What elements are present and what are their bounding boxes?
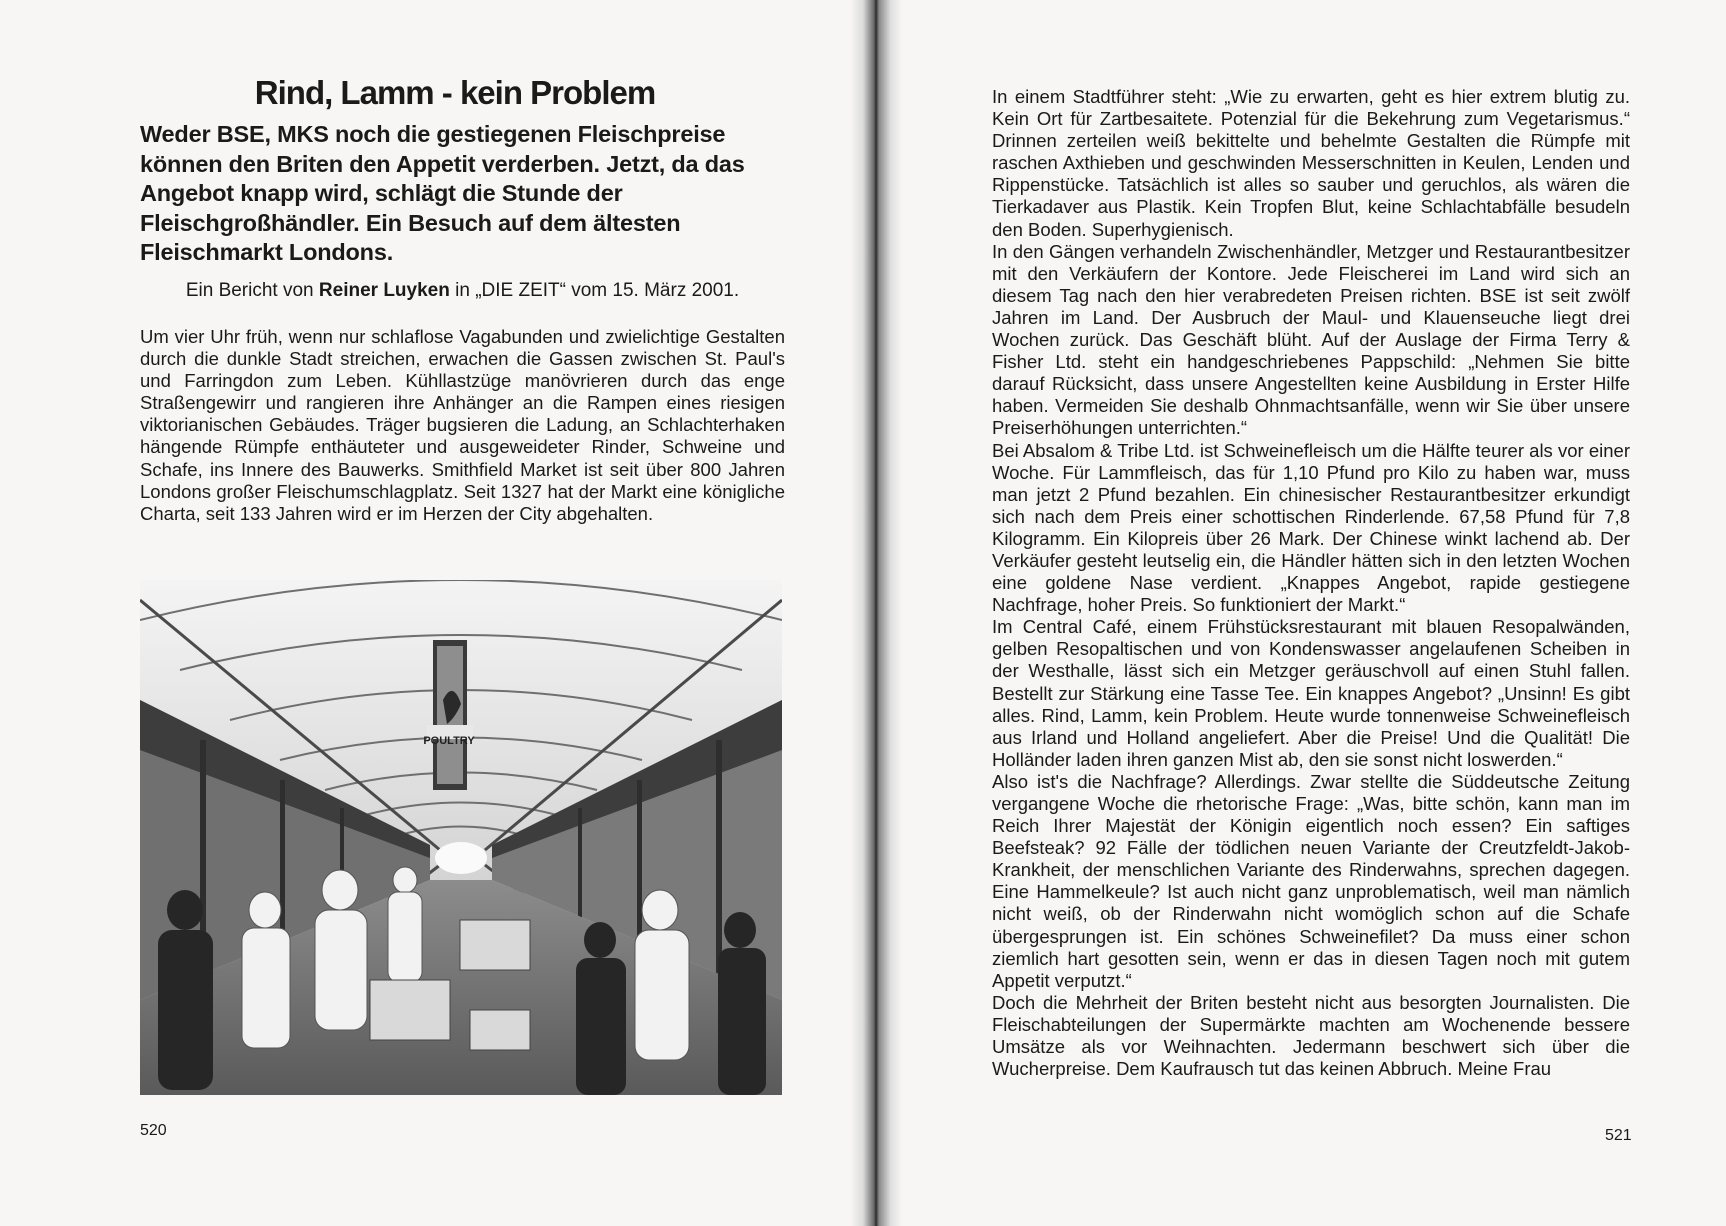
page-number-left: 520	[140, 1122, 167, 1139]
byline-prefix: Ein Bericht von	[185, 280, 314, 301]
page-number-right: 521	[1605, 1127, 1632, 1144]
photo-sign-text: POULTRY	[423, 735, 475, 747]
byline	[140, 280, 785, 302]
right-paragraph-5: Also ist's die Nachfrage? Allerdings. Zwar stellte die Süddeutsche Zeitung vergangene Woche die rhetorische Frage: „Was, bitte schön, kann man im Reich Ihrer Majestät der Königin eigentlich noch essen? Ein saftiges Beefsteak? 92 Fälle der tödlichen neuen Variante der Creutzfeldt-Jakob-Krankheit, der menschlichen Variante des Rinderwahns, sprechen dagegen. Eine Hammelkeule? Ist auch nicht ganz unproblematisch, weil man nämlich nicht weiß, ob der Rinderwahn nicht womöglich schon auf die Schafe übergesprungen ist. Ein schönes Schweinefilet? Da muss einer schon ziemlich hart gesotten sein, wenn er das in diesen Tagen noch mit gutem Appetit verputzt.“	[992, 770, 1630, 991]
left-page	[0, 0, 860, 1226]
body-paragraph: Um vier Uhr früh, wenn nur schlaflose Vagabunden und zwielichtige Gestalten durch die dunkle Stadt streichen, erwachen die Gassen zwischen St. Paul's und Farringdon zum Leben. Kühllastzüge manövrieren durch das enge Straßengewirr und rangieren ihre Anhänger an die Rampen eines riesigen viktorianischen Gebäudes. Träger bugsieren die Ladung, an Schlachterhaken hängende Rümpfe enthäuteter und ausgeweideter Rinder, Schweine und Schafe, ins Innere des Bauwerks. Smithfield Market ist seit über 800 Jahren Londons großer Fleischumschlagplatz. Seit 1327 hat der Markt eine königliche Charta, seit 133 Jahren wird er im Herzen der City abgehalten.	[140, 326, 785, 524]
market-hall-photo	[140, 580, 782, 1095]
right-paragraph-4: Im Central Café, einem Frühstücksrestaurant mit blauen Resopalwänden, gelben Resopaltischen und von Kondenswasser angelaufenen Scheiben in der Westhalle, lässt sich ein Metzger geräuschvoll auf einen Stuhl fallen. Bestellt zur Stärkung eine Tasse Tee. Ein knappes Angebot? „Unsinn! Es gibt alles. Rind, Lamm, kein Problem. Heute wurde tonnenweise Schweinefleisch aus Irland und Holland angeliefert. Aber die Preise! Und die Qualität! Die Holländer laden ihren ganzen Mist ab, den sie sonst nicht loswerden.“	[992, 616, 1630, 770]
article-lede: Weder BSE, MKS noch die gestiegenen Fleischpreise können den Briten den Appetit verderben. Jetzt, da das Angebot knapp wird, schlägt die Stunde der Fleischgroßhändler. Ein Besuch auf dem ältesten Fleischmarkt Londons.	[140, 121, 745, 265]
right-page	[900, 0, 1726, 1226]
right-paragraph-6: Doch die Mehrheit der Briten besteht nicht aus besorgten Journalisten. Die Fleischabteilungen der Supermärkte machten am Wochenende bessere Umsätze als vor Weihnachten. Jedermann beschwert sich über die Wucherpreise. Dem Kaufrausch tut das keinen Abbruch. Meine Frau	[992, 991, 1630, 1080]
book-gutter	[850, 0, 902, 1226]
right-paragraph-3: Bei Absalom & Tribe Ltd. ist Schweinefleisch um die Hälfte teurer als vor einer Woche. Für Lammfleisch, das für 1,10 Pfund pro Kilo zu haben war, muss man jetzt 2 Pfund bezahlen. Ein chinesischer Restaurantbesitzer erkundigt sich nach dem Preis einer schottischen Rinderlende. 67,58 Pfund für 7,8 Kilogramm. Ein Kilopreis über 26 Mark. Der Chinese winkt lachend ab. Der Verkäufer gesteht leutselig ein, die Händler hätten sich in den letzten Wochen eine goldene Nase verdient. „Knappes Angebot, rapide gestiegene Nachfrage, hoher Preis. So funktioniert der Markt.“	[992, 439, 1630, 616]
left-body	[140, 326, 785, 525]
article-title: Rind, Lamm - kein Problem	[254, 74, 656, 111]
byline-author: Reiner Luyken	[318, 280, 450, 301]
byline-suffix: in „DIE ZEIT“ vom 15. März 2001.	[455, 280, 740, 301]
right-body	[992, 86, 1630, 1080]
right-paragraph-1: In einem Stadtführer steht: „Wie zu erwarten, geht es hier extrem blutig zu. Kein Ort für Zartbesaitete. Potenzial für die Bekehrung zum Vegetarismus.“ Drinnen zerteilen weiß bekittelte und behelmte Gestalten die Rümpfe mit raschen Axthieben und geschwinden Messerschnitten in Keulen, Lenden und Rippenstücke. Tatsächlich ist alles so sauber und geruchlos, als wären die Tierkadaver aus Plastik. Kein Tropfen Blut, keine Schlachtabfälle besudeln den Boden. Superhygienisch.	[992, 86, 1630, 240]
market-hall-illustration	[140, 580, 782, 1095]
right-paragraph-2: In den Gängen verhandeln Zwischenhändler, Metzger und Restaurantbesitzer mit den Verkäufern der Kontore. Jede Fleischerei im Land wird sich an diesem Tag nach den hier verabredeten Preisen richten. BSE ist seit zwölf Jahren im Land. Der Ausbruch der Maul- und Klauenseuche liegt drei Wochen zurück. Das Geschäft blüht. Auf der Auslage der Firma Terry & Fisher Ltd. steht ein handgeschriebenes Pappschild: „Nehmen Sie bitte darauf Rücksicht, dass unsere Angestellten keine Ausbildung in Erster Hilfe haben. Vermeiden Sie deshalb Ohnmachtsanfälle, wenn wir Sie über unsere Preiserhöhungen unterrichten.“	[992, 240, 1630, 439]
